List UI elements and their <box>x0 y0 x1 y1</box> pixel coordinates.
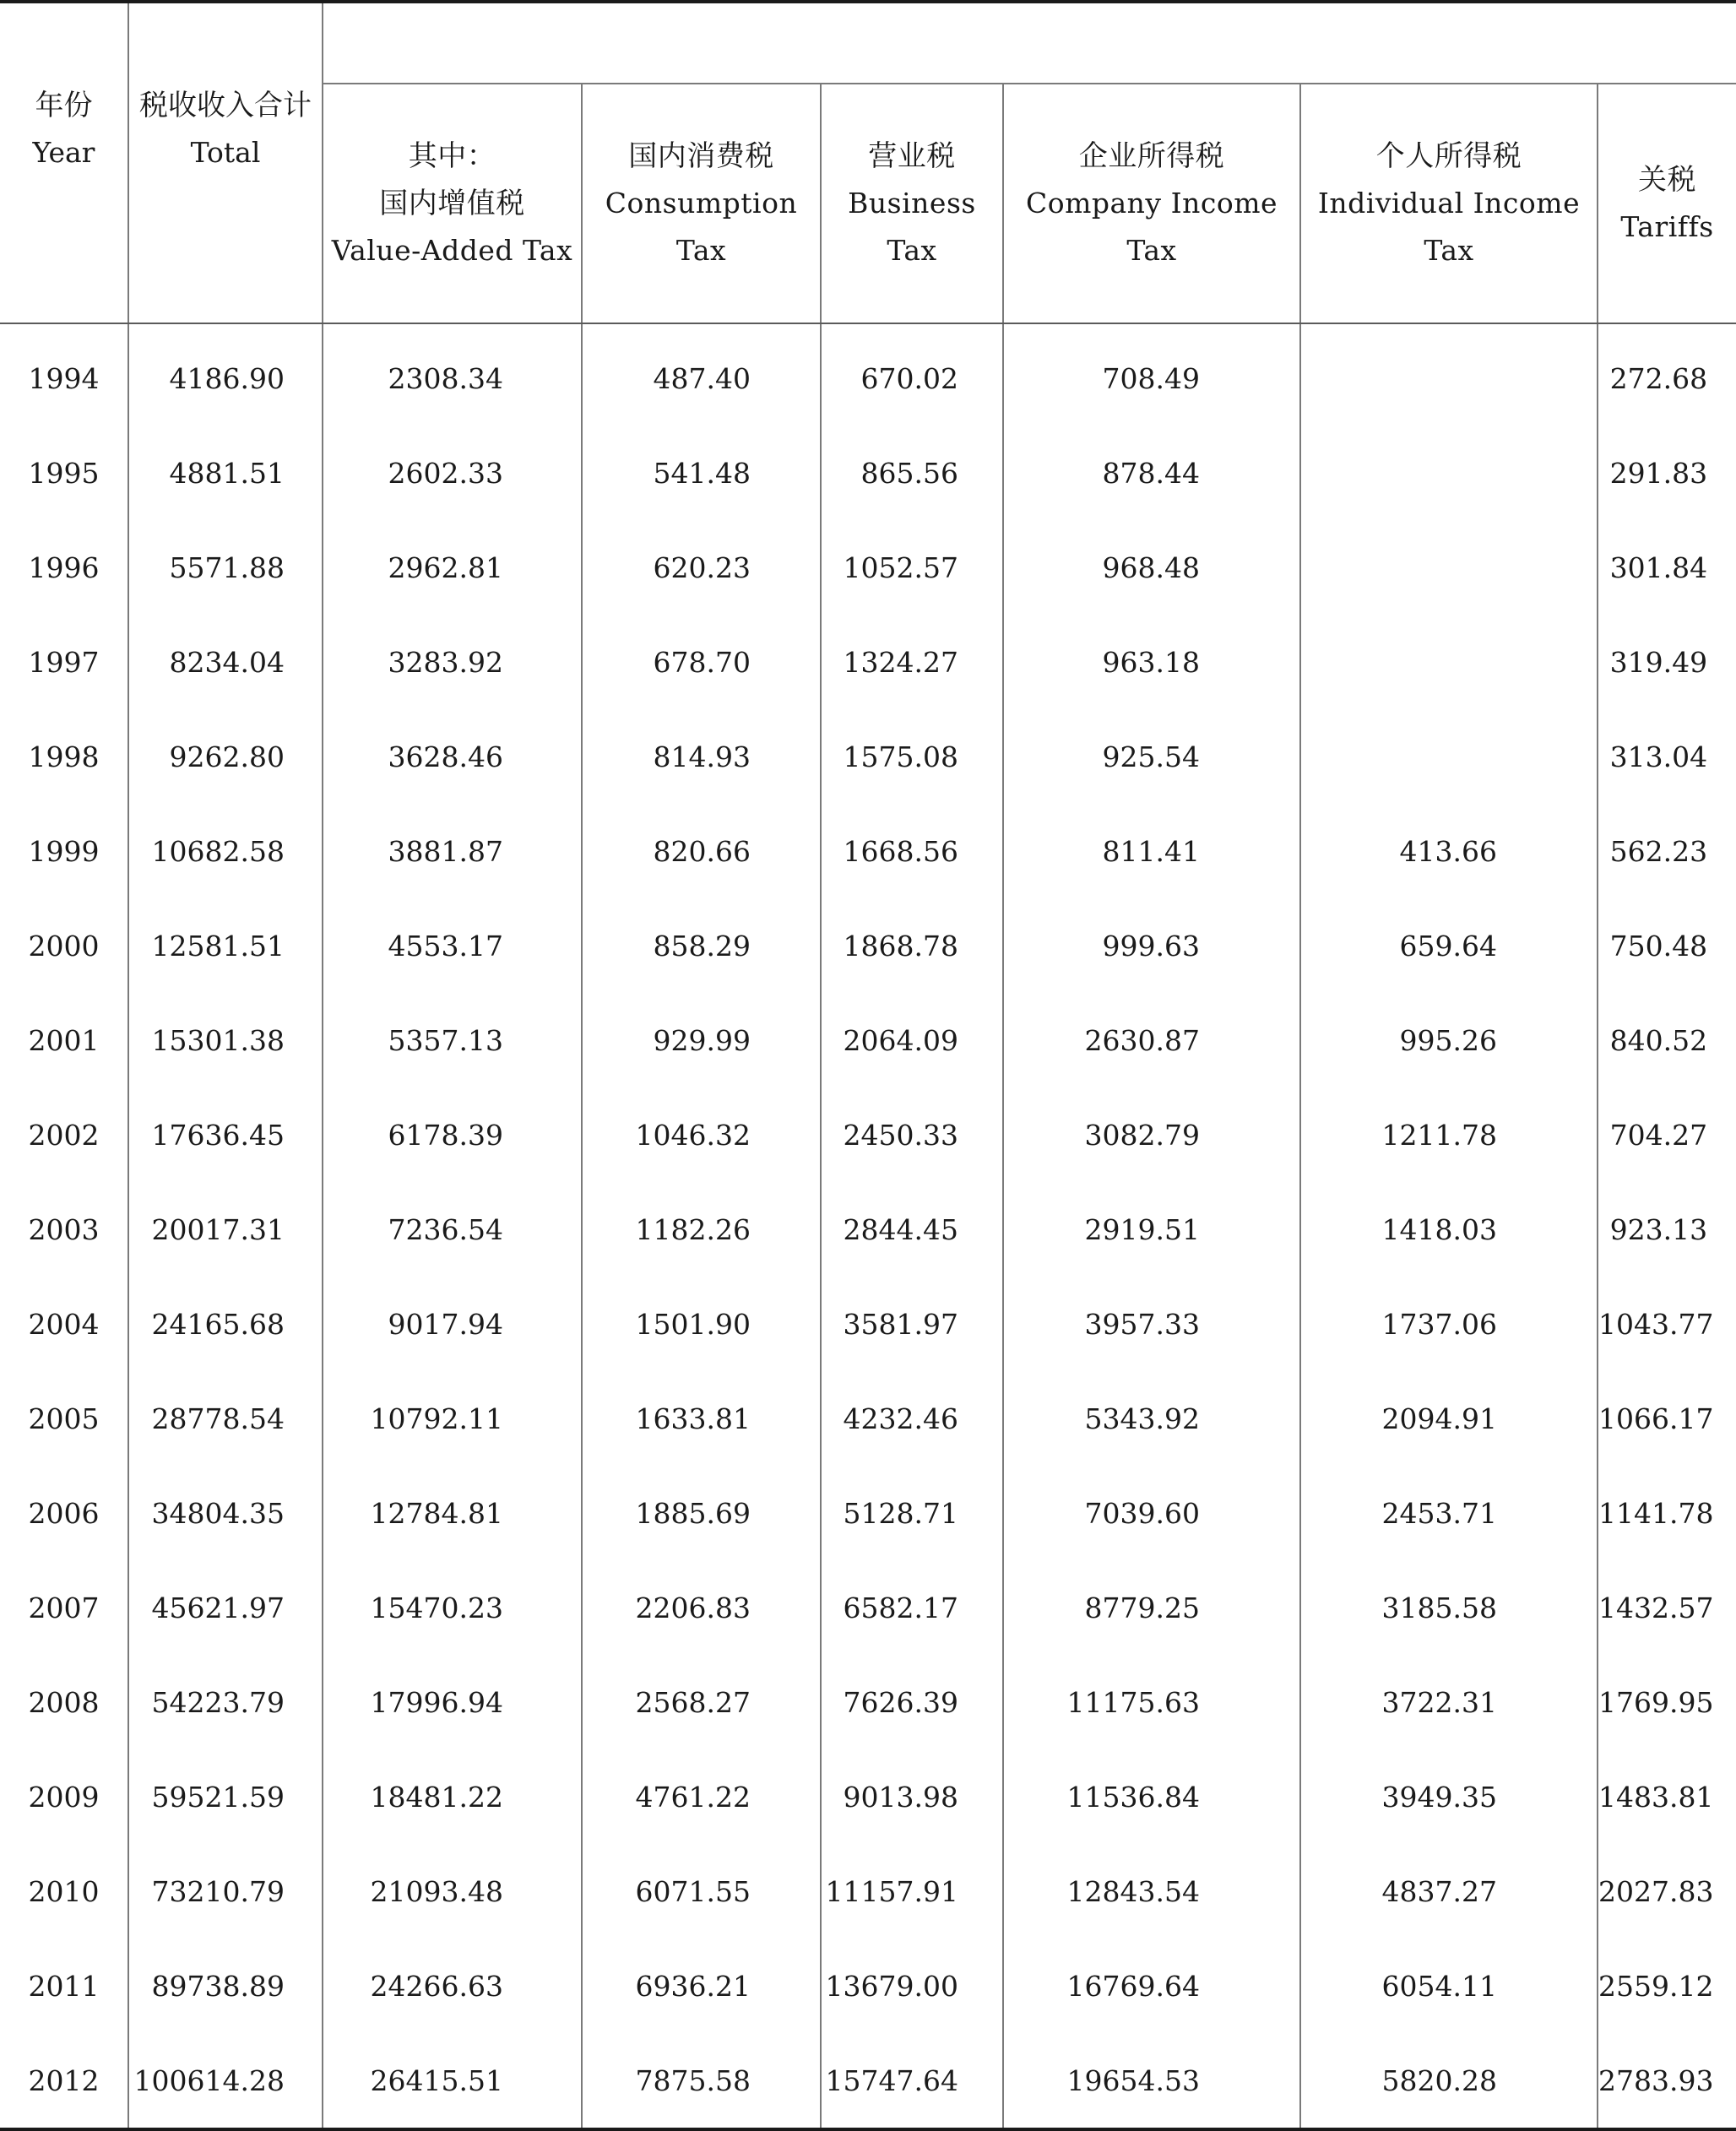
cell-total: 24165.68 <box>128 1277 323 1371</box>
header-year-en: Year <box>32 136 95 169</box>
cell-business: 11157.91 <box>821 1844 1003 1939</box>
cell-individual <box>1300 520 1598 615</box>
cell-year: 2005 <box>0 1371 128 1466</box>
cell-individual <box>1300 426 1598 520</box>
cell-vat: 15470.23 <box>323 1560 582 1655</box>
cell-tariffs: 291.83 <box>1598 426 1736 520</box>
cell-total: 12581.51 <box>128 898 323 993</box>
cell-vat: 12784.81 <box>323 1466 582 1560</box>
cell-business: 13679.00 <box>821 1939 1003 2033</box>
cell-individual: 659.64 <box>1300 898 1598 993</box>
header-vat-prefix: 其中： <box>408 139 496 173</box>
cell-tariffs: 301.84 <box>1598 520 1736 615</box>
cell-company: 925.54 <box>1003 709 1300 804</box>
cell-company: 11536.84 <box>1003 1749 1300 1844</box>
cell-company: 2919.51 <box>1003 1182 1300 1277</box>
cell-company: 16769.64 <box>1003 1939 1300 2033</box>
header-business <box>821 84 1003 323</box>
cell-individual <box>1300 615 1598 709</box>
cell-vat: 5357.13 <box>323 993 582 1087</box>
header-vat-cn: 国内增值税 <box>379 187 525 220</box>
cell-consumption: 4761.22 <box>582 1749 821 1844</box>
cell-tariffs: 319.49 <box>1598 615 1736 709</box>
header-tariffs <box>1598 84 1736 323</box>
header-individual-en: Individual Income Tax <box>1317 187 1581 267</box>
cell-vat: 7236.54 <box>323 1182 582 1277</box>
cell-total: 9262.80 <box>128 709 323 804</box>
cell-vat: 17996.94 <box>323 1655 582 1749</box>
cell-consumption: 1501.90 <box>582 1277 821 1371</box>
cell-total: 20017.31 <box>128 1182 323 1277</box>
header-individual <box>1300 84 1598 323</box>
cell-vat: 2308.34 <box>323 323 582 426</box>
table-row <box>0 709 1736 804</box>
cell-total: 59521.59 <box>128 1749 323 1844</box>
header-tariffs-cn: 关税 <box>1638 163 1697 197</box>
cell-consumption: 1046.32 <box>582 1087 821 1182</box>
cell-company: 11175.63 <box>1003 1655 1300 1749</box>
cell-company: 8779.25 <box>1003 1560 1300 1655</box>
cell-individual: 2453.71 <box>1300 1466 1598 1560</box>
cell-individual <box>1300 323 1598 426</box>
cell-vat: 18481.22 <box>323 1749 582 1844</box>
cell-company: 968.48 <box>1003 520 1300 615</box>
header-year-cn: 年份 <box>35 89 93 122</box>
table-row <box>0 1939 1736 2033</box>
table-row <box>0 2033 1736 2129</box>
cell-consumption: 6936.21 <box>582 1939 821 2033</box>
cell-year: 2002 <box>0 1087 128 1182</box>
cell-total: 4881.51 <box>128 426 323 520</box>
cell-year: 2001 <box>0 993 128 1087</box>
cell-year: 1994 <box>0 323 128 426</box>
table-body <box>0 323 1736 2129</box>
header-consumption <box>582 84 821 323</box>
cell-year: 2008 <box>0 1655 128 1749</box>
cell-year: 2000 <box>0 898 128 993</box>
cell-business: 7626.39 <box>821 1655 1003 1749</box>
cell-company: 878.44 <box>1003 426 1300 520</box>
cell-vat: 26415.51 <box>323 2033 582 2129</box>
cell-vat: 6178.39 <box>323 1087 582 1182</box>
cell-tariffs: 923.13 <box>1598 1182 1736 1277</box>
table-row <box>0 520 1736 615</box>
cell-business: 5128.71 <box>821 1466 1003 1560</box>
cell-tariffs: 750.48 <box>1598 898 1736 993</box>
cell-year: 2003 <box>0 1182 128 1277</box>
cell-consumption: 678.70 <box>582 615 821 709</box>
cell-total: 8234.04 <box>128 615 323 709</box>
cell-consumption: 1182.26 <box>582 1182 821 1277</box>
cell-tariffs: 1066.17 <box>1598 1371 1736 1466</box>
header-consumption-cn: 国内消费税 <box>628 139 774 173</box>
cell-vat: 21093.48 <box>323 1844 582 1939</box>
cell-company: 7039.60 <box>1003 1466 1300 1560</box>
table-row <box>0 1182 1736 1277</box>
cell-company: 811.41 <box>1003 804 1300 898</box>
header-total-en: Total <box>190 136 261 169</box>
cell-individual: 995.26 <box>1300 993 1598 1087</box>
table-row <box>0 993 1736 1087</box>
cell-tariffs: 2559.12 <box>1598 1939 1736 2033</box>
header-total <box>128 2 323 323</box>
cell-tariffs: 840.52 <box>1598 993 1736 1087</box>
cell-vat: 24266.63 <box>323 1939 582 2033</box>
cell-consumption: 6071.55 <box>582 1844 821 1939</box>
cell-year: 1996 <box>0 520 128 615</box>
cell-company: 708.49 <box>1003 323 1300 426</box>
cell-company: 12843.54 <box>1003 1844 1300 1939</box>
cell-consumption: 2206.83 <box>582 1560 821 1655</box>
table-row <box>0 323 1736 426</box>
cell-business: 2064.09 <box>821 993 1003 1087</box>
cell-total: 5571.88 <box>128 520 323 615</box>
cell-business: 1868.78 <box>821 898 1003 993</box>
cell-individual: 2094.91 <box>1300 1371 1598 1466</box>
cell-individual: 3185.58 <box>1300 1560 1598 1655</box>
cell-individual <box>1300 709 1598 804</box>
cell-total: 10682.58 <box>128 804 323 898</box>
table-row <box>0 1466 1736 1560</box>
table-row <box>0 804 1736 898</box>
cell-tariffs: 1483.81 <box>1598 1749 1736 1844</box>
cell-company: 3082.79 <box>1003 1087 1300 1182</box>
cell-tariffs: 272.68 <box>1598 323 1736 426</box>
cell-company: 3957.33 <box>1003 1277 1300 1371</box>
cell-tariffs: 2783.93 <box>1598 2033 1736 2129</box>
cell-tariffs: 1432.57 <box>1598 1560 1736 1655</box>
cell-consumption: 820.66 <box>582 804 821 898</box>
cell-business: 9013.98 <box>821 1749 1003 1844</box>
cell-business: 1324.27 <box>821 615 1003 709</box>
cell-year: 2010 <box>0 1844 128 1939</box>
cell-tariffs: 313.04 <box>1598 709 1736 804</box>
table-row <box>0 1371 1736 1466</box>
table-row <box>0 1844 1736 1939</box>
cell-total: 100614.28 <box>128 2033 323 2129</box>
header-vat-en: Value-Added Tax <box>331 234 573 267</box>
table-row <box>0 1749 1736 1844</box>
header-individual-cn: 个人所得税 <box>1375 139 1522 173</box>
table-row <box>0 1655 1736 1749</box>
cell-consumption: 1885.69 <box>582 1466 821 1560</box>
table-row <box>0 615 1736 709</box>
cell-total: 54223.79 <box>128 1655 323 1749</box>
header-business-en: Business Tax <box>848 187 976 267</box>
cell-year: 2012 <box>0 2033 128 2129</box>
cell-vat: 10792.11 <box>323 1371 582 1466</box>
cell-business: 1575.08 <box>821 709 1003 804</box>
cell-total: 15301.38 <box>128 993 323 1087</box>
cell-vat: 9017.94 <box>323 1277 582 1371</box>
cell-individual: 3949.35 <box>1300 1749 1598 1844</box>
cell-consumption: 929.99 <box>582 993 821 1087</box>
cell-consumption: 2568.27 <box>582 1655 821 1749</box>
cell-business: 670.02 <box>821 323 1003 426</box>
cell-consumption: 541.48 <box>582 426 821 520</box>
cell-business: 4232.46 <box>821 1371 1003 1466</box>
cell-vat: 4553.17 <box>323 898 582 993</box>
cell-tariffs: 2027.83 <box>1598 1844 1736 1939</box>
cell-consumption: 814.93 <box>582 709 821 804</box>
header-company-en: Company Income Tax <box>1025 187 1278 267</box>
cell-year: 1997 <box>0 615 128 709</box>
cell-individual: 4837.27 <box>1300 1844 1598 1939</box>
cell-total: 45621.97 <box>128 1560 323 1655</box>
cell-tariffs: 704.27 <box>1598 1087 1736 1182</box>
table-header <box>0 2 1736 323</box>
cell-consumption: 620.23 <box>582 520 821 615</box>
header-consumption-en: Consumption Tax <box>605 187 798 267</box>
cell-tariffs: 1141.78 <box>1598 1466 1736 1560</box>
header-company-cn: 企业所得税 <box>1078 139 1225 173</box>
cell-year: 1999 <box>0 804 128 898</box>
cell-vat: 3881.87 <box>323 804 582 898</box>
cell-total: 34804.35 <box>128 1466 323 1560</box>
cell-company: 963.18 <box>1003 615 1300 709</box>
cell-total: 4186.90 <box>128 323 323 426</box>
header-business-cn: 营业税 <box>868 139 956 173</box>
cell-consumption: 487.40 <box>582 323 821 426</box>
cell-total: 17636.45 <box>128 1087 323 1182</box>
cell-total: 89738.89 <box>128 1939 323 2033</box>
table-row <box>0 1277 1736 1371</box>
cell-consumption: 1633.81 <box>582 1371 821 1466</box>
cell-tariffs: 1769.95 <box>1598 1655 1736 1749</box>
cell-business: 1052.57 <box>821 520 1003 615</box>
cell-company: 19654.53 <box>1003 2033 1300 2129</box>
cell-individual: 5820.28 <box>1300 2033 1598 2129</box>
header-tariffs-en: Tariffs <box>1620 210 1714 243</box>
cell-year: 1995 <box>0 426 128 520</box>
cell-total: 73210.79 <box>128 1844 323 1939</box>
cell-company: 2630.87 <box>1003 993 1300 1087</box>
cell-company: 999.63 <box>1003 898 1300 993</box>
cell-individual: 6054.11 <box>1300 1939 1598 2033</box>
cell-business: 865.56 <box>821 426 1003 520</box>
cell-year: 2004 <box>0 1277 128 1371</box>
cell-year: 1998 <box>0 709 128 804</box>
cell-vat: 3628.46 <box>323 709 582 804</box>
cell-business: 1668.56 <box>821 804 1003 898</box>
cell-consumption: 858.29 <box>582 898 821 993</box>
header-year <box>0 2 128 323</box>
cell-year: 2011 <box>0 1939 128 2033</box>
cell-individual: 1418.03 <box>1300 1182 1598 1277</box>
cell-business: 6582.17 <box>821 1560 1003 1655</box>
cell-vat: 2962.81 <box>323 520 582 615</box>
cell-total: 28778.54 <box>128 1371 323 1466</box>
cell-company: 5343.92 <box>1003 1371 1300 1466</box>
cell-tariffs: 562.23 <box>1598 804 1736 898</box>
cell-individual: 1737.06 <box>1300 1277 1598 1371</box>
cell-individual: 413.66 <box>1300 804 1598 898</box>
header-group-spacer <box>323 2 1736 84</box>
cell-year: 2009 <box>0 1749 128 1844</box>
cell-consumption: 7875.58 <box>582 2033 821 2129</box>
cell-vat: 3283.92 <box>323 615 582 709</box>
table-row <box>0 898 1736 993</box>
cell-vat: 2602.33 <box>323 426 582 520</box>
header-company <box>1003 84 1300 323</box>
header-total-cn: 税收收入合计 <box>139 89 312 122</box>
table-row <box>0 1560 1736 1655</box>
cell-year: 2006 <box>0 1466 128 1560</box>
cell-business: 15747.64 <box>821 2033 1003 2129</box>
table-row <box>0 426 1736 520</box>
cell-tariffs: 1043.77 <box>1598 1277 1736 1371</box>
cell-business: 2450.33 <box>821 1087 1003 1182</box>
cell-year: 2007 <box>0 1560 128 1655</box>
table-row <box>0 1087 1736 1182</box>
header-vat <box>323 84 582 323</box>
cell-business: 2844.45 <box>821 1182 1003 1277</box>
cell-individual: 3722.31 <box>1300 1655 1598 1749</box>
cell-individual: 1211.78 <box>1300 1087 1598 1182</box>
cell-business: 3581.97 <box>821 1277 1003 1371</box>
